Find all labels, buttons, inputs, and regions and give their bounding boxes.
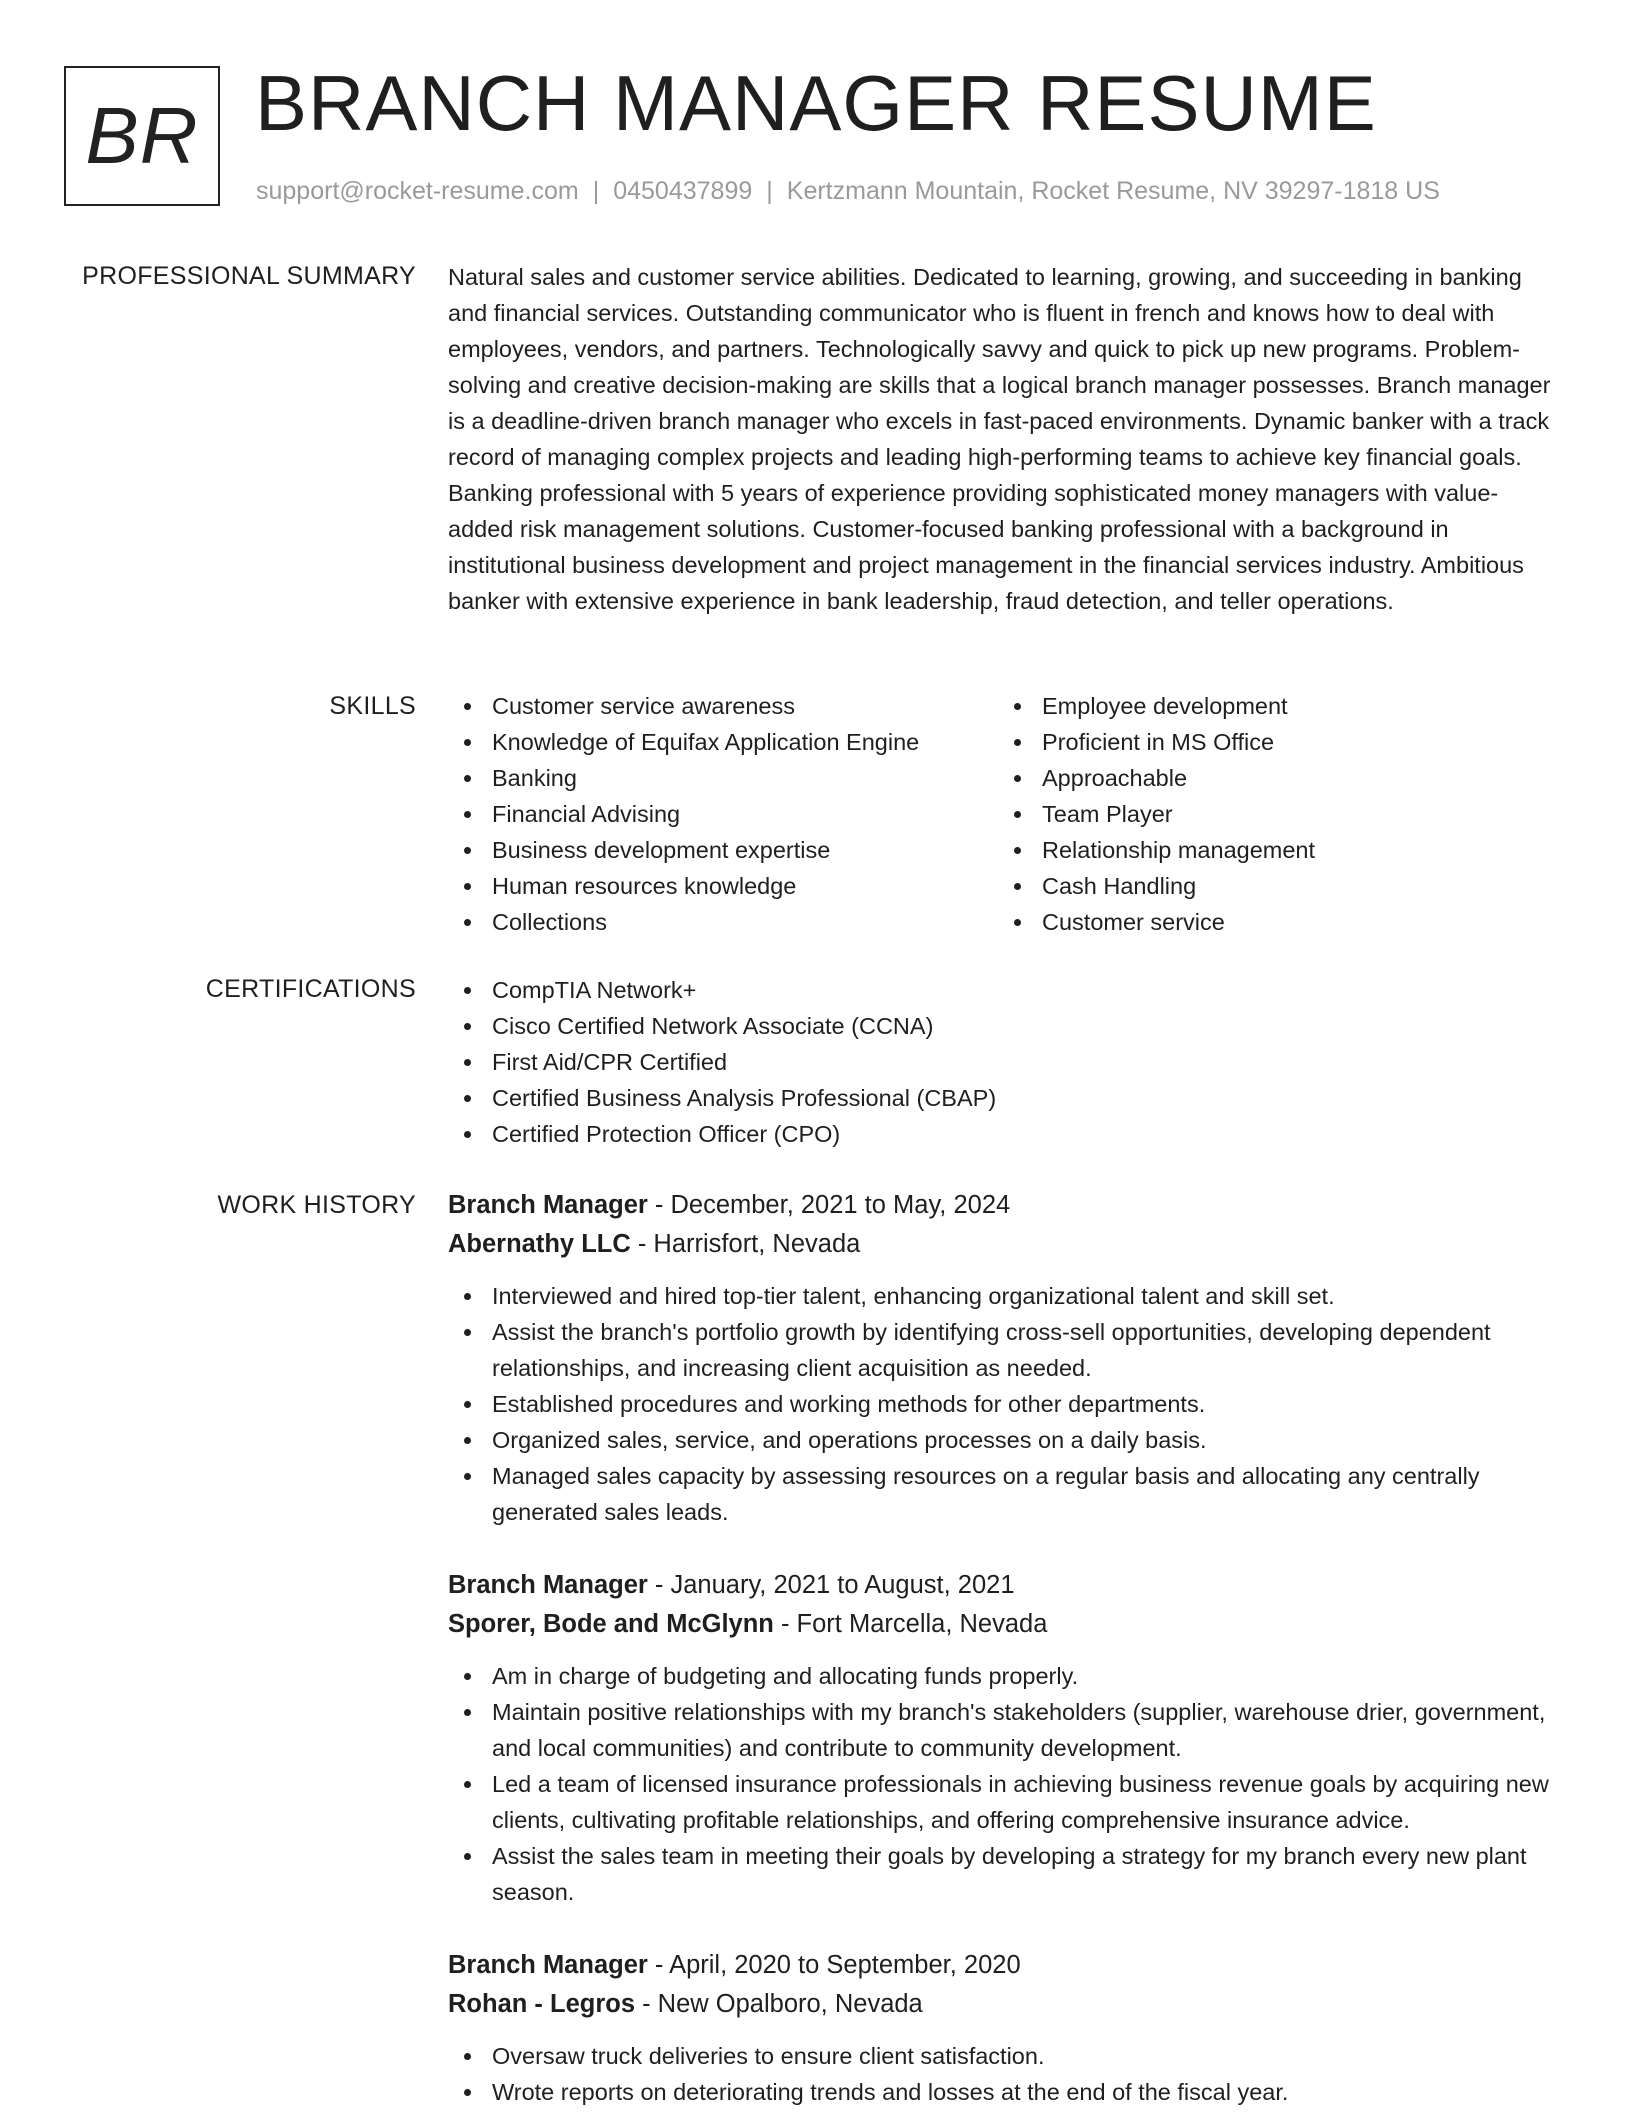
job-location: - Harrisfort, Nevada bbox=[630, 1230, 861, 1258]
skill-item: Business development expertise bbox=[448, 832, 988, 868]
job-bullets bbox=[448, 1278, 1558, 1530]
skill-item: Employee development bbox=[998, 688, 1538, 724]
summary-text: Natural sales and customer service abilities. Dedicated to learning, growing, and succeeding in banking and financial services. Outstanding communicator who is fluent in french and knows how to deal with employees, vendors, and partners. Technologically savvy and quick to pick up new programs. Problem-solving and creative decision-making are skills that a logical branch manager possesses. Branch manager is a deadline-driven branch manager who excels in fast-paced environments. Dynamic banker with a track record of managing complex projects and leading high-performing teams to achieve key financial goals. Banking professional with 5 years of experience providing sophisticated money managers with value-added risk management solutions. Customer-focused banking professional with a background in institutional business development and project management in the financial services industry. Ambitious banker with extensive experience in bank leadership, fraud detection, and teller operations. bbox=[448, 264, 1551, 614]
contact-email[interactable]: support@rocket-resume.com bbox=[256, 177, 579, 205]
skill-item: Proficient in MS Office bbox=[998, 724, 1538, 760]
job-bullet: Assist the branch's portfolio growth by identifying cross-sell opportunities, developing dependent relationships, and increasing client acquisition as needed. bbox=[448, 1314, 1558, 1386]
contact-separator: | bbox=[766, 177, 773, 205]
job-company-line bbox=[448, 1225, 1558, 1264]
job-company: Rohan - Legros bbox=[448, 1990, 636, 2018]
skill-item: Cash Handling bbox=[998, 868, 1538, 904]
job-bullet: Assist the sales team in meeting their goals by developing a strategy for my branch every new plant season. bbox=[448, 1838, 1558, 1910]
certification-item: Certified Protection Officer (CPO) bbox=[448, 1116, 1558, 1152]
job-location: - Fort Marcella, Nevada bbox=[773, 1610, 1048, 1638]
skill-item: Team Player bbox=[998, 796, 1538, 832]
job-bullet: Organized sales, service, and operations processes on a daily basis. bbox=[448, 1422, 1558, 1458]
job-entry bbox=[448, 1566, 1558, 1910]
section-label-certifications: CERTIFICATIONS bbox=[205, 975, 416, 1003]
section-label-work-history: WORK HISTORY bbox=[217, 1191, 416, 1219]
skill-item: Relationship management bbox=[998, 832, 1538, 868]
job-location: - New Opalboro, Nevada bbox=[635, 1990, 923, 2018]
certification-item: First Aid/CPR Certified bbox=[448, 1044, 1558, 1080]
certifications-list bbox=[448, 972, 1558, 1152]
section-label-skills: SKILLS bbox=[329, 692, 416, 720]
job-company-line bbox=[448, 1985, 1558, 2024]
certification-item: Cisco Certified Network Associate (CCNA) bbox=[448, 1008, 1558, 1044]
skills-list-right bbox=[998, 688, 1538, 940]
job-bullet: Maintain positive relationships with my branch's stakeholders (supplier, warehouse drier, government, and local communities) and contribute to community development. bbox=[448, 1694, 1558, 1766]
job-entry bbox=[448, 1946, 1558, 2110]
job-bullets bbox=[448, 1658, 1558, 1910]
monogram-initials: BR bbox=[85, 91, 199, 180]
job-entry bbox=[448, 1186, 1558, 1530]
contact-address: Kertzmann Mountain, Rocket Resume, NV 39297-1818 US bbox=[786, 177, 1440, 205]
certification-item: Certified Business Analysis Professional (CBAP) bbox=[448, 1080, 1558, 1116]
job-bullet: Interviewed and hired top-tier talent, enhancing organizational talent and skill set. bbox=[448, 1278, 1558, 1314]
skill-item: Banking bbox=[448, 760, 988, 796]
monogram-box bbox=[64, 66, 220, 206]
job-bullet: Managed sales capacity by assessing resources on a regular basis and allocating any centrally generated sales leads. bbox=[448, 1458, 1558, 1530]
job-bullet: Am in charge of budgeting and allocating funds properly. bbox=[448, 1658, 1558, 1694]
contact-line bbox=[256, 176, 1440, 206]
job-title: Branch Manager bbox=[448, 1191, 648, 1219]
skill-item: Collections bbox=[448, 904, 988, 940]
job-dates: - April, 2020 to September, 2020 bbox=[647, 1951, 1021, 1979]
skill-item: Financial Advising bbox=[448, 796, 988, 832]
skill-item: Customer service bbox=[998, 904, 1538, 940]
contact-separator: | bbox=[592, 177, 600, 205]
job-title: Branch Manager bbox=[448, 1951, 648, 1979]
job-company: Abernathy LLC bbox=[448, 1230, 631, 1258]
contact-phone[interactable]: 0450437899 bbox=[613, 177, 753, 205]
job-title-line bbox=[448, 1186, 1558, 1225]
job-bullet: Wrote reports on deteriorating trends and losses at the end of the fiscal year. bbox=[448, 2074, 1558, 2110]
job-company: Sporer, Bode and McGlynn bbox=[448, 1610, 774, 1638]
job-bullet: Established procedures and working methods for other departments. bbox=[448, 1386, 1558, 1422]
job-title-line bbox=[448, 1946, 1558, 1985]
skills-list-left bbox=[448, 688, 988, 940]
resume-title: BRANCH MANAGER RESUME bbox=[255, 59, 1377, 147]
job-title: Branch Manager bbox=[448, 1571, 648, 1599]
skill-item: Customer service awareness bbox=[448, 688, 988, 724]
job-dates: - January, 2021 to August, 2021 bbox=[647, 1571, 1015, 1599]
job-bullet: Led a team of licensed insurance professionals in achieving business revenue goals by acquiring new clients, cultivating profitable relationships, and offering comprehensive insurance advice. bbox=[448, 1766, 1558, 1838]
skill-item: Human resources knowledge bbox=[448, 868, 988, 904]
job-dates: - December, 2021 to May, 2024 bbox=[647, 1191, 1011, 1219]
job-bullets bbox=[448, 2038, 1558, 2110]
job-title-line bbox=[448, 1566, 1558, 1605]
certification-item: CompTIA Network+ bbox=[448, 972, 1558, 1008]
job-company-line bbox=[448, 1605, 1558, 1644]
section-label-summary: PROFESSIONAL SUMMARY bbox=[82, 262, 416, 290]
skill-item: Approachable bbox=[998, 760, 1538, 796]
job-bullet: Oversaw truck deliveries to ensure client satisfaction. bbox=[448, 2038, 1558, 2074]
skill-item: Knowledge of Equifax Application Engine bbox=[448, 724, 988, 760]
